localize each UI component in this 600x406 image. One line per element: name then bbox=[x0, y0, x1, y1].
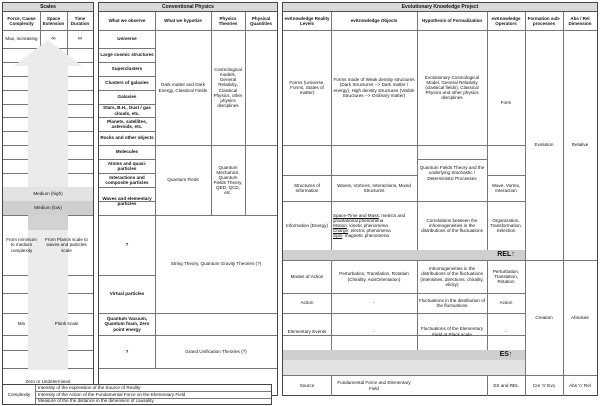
object-forms: Forms made of Weak density structures (Dark Structures --> Dark matter / energy), High density structures (Visible Structures --> Ordinary matter) bbox=[333, 77, 415, 98]
medium-low-label: Medium (low) bbox=[3, 201, 93, 215]
level-modes: Modes of Action bbox=[290, 273, 324, 279]
operator-perturbation: Perturbation, Translation, Rotation bbox=[492, 268, 520, 285]
header-reality-levels: evKnowledge Reality Levels bbox=[284, 15, 330, 26]
dimension-absolute: Absolute bbox=[571, 314, 589, 320]
object-structures: Waves, Vortices, Interactions, Mixed Structures bbox=[337, 182, 411, 193]
observe-row: Rocks and other objects bbox=[100, 135, 154, 141]
header-objects: evKnowledge Objects bbox=[350, 18, 398, 24]
level-elementary: Elementary Events bbox=[287, 328, 327, 334]
hypothesis-quantum-fields: Quantum Fieds bbox=[167, 177, 199, 183]
operator-source: ES and REL bbox=[493, 382, 519, 388]
observe-row: Stars, B.H., Dust / gas clouds, etc. bbox=[103, 105, 151, 116]
level-forms: Forms (Universe, Forms, States of matter) bbox=[289, 79, 325, 96]
object-source: Fundamental Force and Elementary Field bbox=[337, 380, 411, 391]
header-theories: Physics Theories bbox=[218, 15, 238, 26]
information-list bbox=[331, 201, 417, 250]
observe-row: Interactions and composite particles bbox=[105, 174, 149, 185]
header-abs-rel: Abs / Rel Dimension bbox=[568, 15, 592, 26]
observe-row: ? bbox=[125, 242, 129, 248]
observe-row: ? bbox=[125, 348, 129, 354]
info-item: Spin: magnetic phenomena bbox=[333, 233, 389, 239]
observe-row: Superclusters bbox=[111, 66, 143, 72]
operator-wave: Wave, Vortex, Interaction bbox=[491, 182, 521, 193]
level-source: Source bbox=[299, 382, 315, 388]
subprocess-creation: Creation bbox=[535, 314, 553, 320]
observe-row: Waves and elementary particles bbox=[102, 195, 152, 206]
scales-header-space: Space Extension bbox=[42, 15, 65, 26]
arrow-up-icon: ↑ bbox=[511, 251, 515, 259]
hypothesis-action: Fluctuations in the distribution of the fluctuations bbox=[419, 297, 485, 308]
from-min-label: From minimum to medium complexity bbox=[6, 237, 37, 253]
legend-label: Complexity bbox=[7, 391, 31, 397]
dimension-abs-rel: Abs 'n' Rel bbox=[569, 382, 591, 388]
observe-row: Atoms and quasi-particles bbox=[107, 160, 147, 171]
subprocess-cre-evo: Cre 'n' Evo bbox=[532, 382, 556, 388]
rel-text: REL bbox=[497, 251, 512, 259]
operator-elementary: - bbox=[505, 328, 507, 334]
header-quantities: Physical Quantities bbox=[249, 15, 272, 26]
min-label: Min bbox=[17, 321, 26, 327]
info-item: Charge: electric phenomena bbox=[333, 228, 391, 234]
spacer-bar bbox=[283, 360, 525, 375]
observe-row: Large cosmic structures bbox=[100, 52, 154, 58]
observe-row: Planets, satellites, asteroids, etc. bbox=[107, 118, 147, 129]
legend-row: Intensity of the Action of the Fundamental Force on the Elementary Field bbox=[38, 391, 186, 397]
theory-quantum: Quantum Mechanics, Quantum Fields Theory, QED, QCD, etc. bbox=[213, 164, 243, 196]
hypothesis-correlations: Correlations between the inhomogeneities in the distributions of the fluctuations bbox=[421, 217, 483, 234]
hypothesis-dark-matter: Dark matter and Dark Energy, Classical Fields bbox=[158, 82, 208, 93]
observe-row: Molecules bbox=[115, 149, 139, 155]
info-item: Space-Time and Mass: metrics and gravitational phenomena bbox=[333, 212, 406, 223]
object-elementary: - bbox=[373, 328, 375, 334]
arrow-up-icon: ↑ bbox=[508, 351, 513, 359]
operator-action: Action bbox=[499, 300, 513, 306]
max-label: Max, increasing bbox=[5, 36, 38, 42]
operator-organization: Organization, Transformation, Selection bbox=[490, 217, 522, 234]
theory-string: String Theory, Quantum Gravity Theories (?) bbox=[170, 261, 262, 267]
header-observe: What we observe bbox=[108, 18, 146, 24]
info-item: Motion: kinetic phenomena bbox=[333, 222, 388, 228]
subprocess-evolution: Evolution bbox=[534, 142, 554, 148]
from-planck-label: From Planck scale to waves and particles scale bbox=[45, 237, 88, 253]
observe-row: Universe bbox=[117, 36, 137, 42]
zero-label: Zero or Undetermined bbox=[25, 378, 71, 384]
rel-label bbox=[487, 250, 525, 260]
theory-gut: Grand Unification Theories (?) bbox=[185, 348, 247, 354]
header-subprocesses: Formation sub-processes bbox=[527, 15, 561, 26]
header-hypothesis: Hypothesis of Formalization bbox=[421, 18, 483, 24]
level-structures: Structures of Information bbox=[293, 182, 321, 193]
medium-high-label: Medium (high) bbox=[3, 187, 93, 201]
infinity-space: ∞ bbox=[51, 35, 56, 42]
level-action: Action bbox=[300, 300, 314, 306]
legend-row: Intensity of the expression of the Source of Reality bbox=[38, 385, 141, 391]
hypothesis-qft: Quantum Fields Theory and the underlying Stochastic / Deterministic Processes bbox=[419, 165, 485, 181]
scales-header-force: Force, Cause Complexity bbox=[7, 15, 36, 26]
operator-form: Form bbox=[500, 99, 512, 105]
infinity-time: ∞ bbox=[77, 35, 83, 42]
hypothesis-modes: Inhomogeneities in the distributions of the fluctuations (intensities, directions, chirality, elicity) bbox=[420, 266, 484, 287]
legend-row: Measure of the the distance in the dimension of causality bbox=[38, 398, 154, 404]
planck-scale-label: Plank scale bbox=[54, 321, 79, 327]
object-modes: Perturbation, Translation, Rotation (Chirality, AxisOrientation) bbox=[339, 271, 409, 282]
observe-row: Galaxies bbox=[117, 94, 137, 100]
header-operators: evKnowledge Operators bbox=[491, 15, 521, 26]
dimension-relative: Relative bbox=[571, 142, 589, 148]
theory-cosmological: Cosmological models, General Relativity, Classical Physics, other physics disciplines bbox=[213, 66, 243, 108]
hypothesis-forms: Evolutionary Cosmological Model, General Relativity (classical fields), Classical Physics and other physics disciplines bbox=[424, 74, 480, 101]
hypothesis-elementary: Fluctuations of the Elementary Field at Plack scale bbox=[420, 326, 484, 337]
conventional-title: Conventional Physics bbox=[99, 3, 277, 12]
es-label bbox=[487, 350, 525, 360]
es-text: ES bbox=[499, 351, 509, 359]
observe-row: Virtual particles bbox=[109, 291, 145, 297]
header-hypotize: What we hypotize bbox=[164, 18, 202, 24]
observe-row: Quantum Vacuum, Quantum foam, Zero point energy bbox=[104, 316, 150, 332]
object-action: - bbox=[373, 300, 375, 306]
evo-title: Evolutionary Knowledge Project bbox=[283, 3, 597, 12]
level-information: Information (Energy) bbox=[286, 222, 328, 228]
scales-header-time: Time Duration bbox=[70, 15, 90, 26]
scales-title: Scales bbox=[3, 3, 93, 12]
observe-row: Clusters of galaxies bbox=[105, 80, 149, 86]
